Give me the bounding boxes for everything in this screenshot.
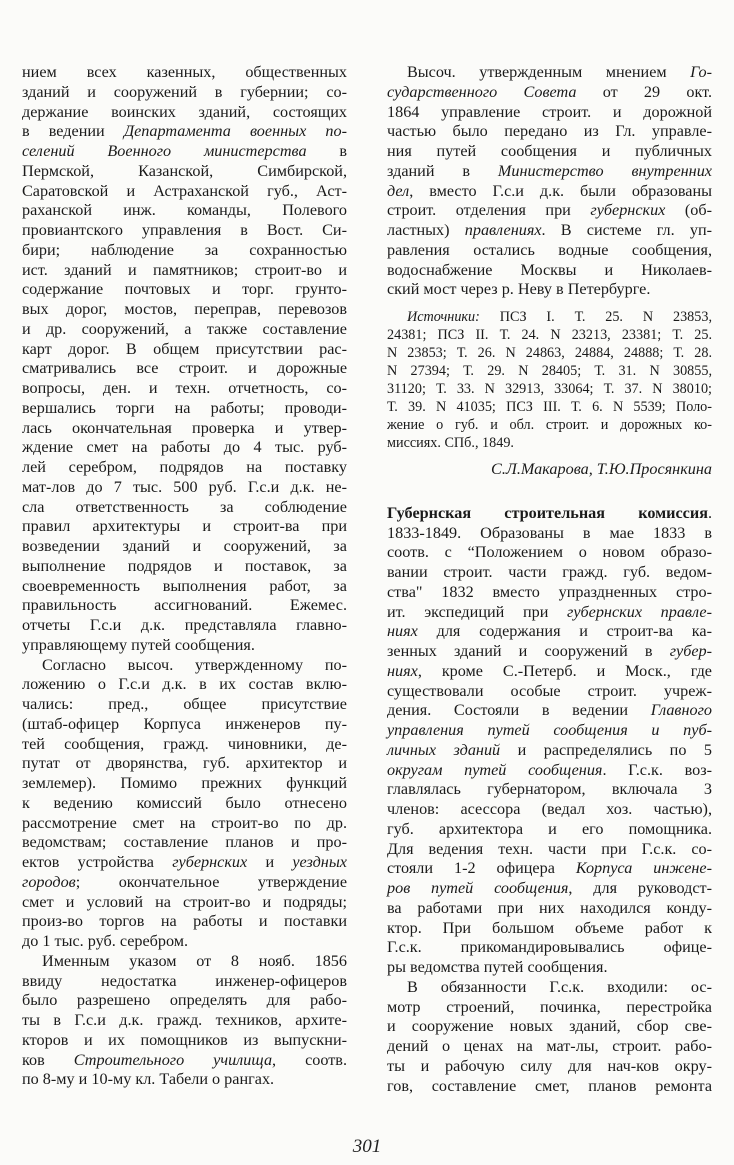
text-run: губернских: [172, 853, 248, 871]
text-run: кторов и их помощников из выпускни-: [22, 1030, 347, 1049]
text-line: [22, 557, 347, 577]
text-run: Высоч. утвержденным мнением: [407, 63, 691, 81]
text-line: [387, 241, 712, 261]
text-line: [387, 622, 712, 642]
text-run: уездных: [292, 853, 347, 871]
text-run: членов: асессора (ведал хоз. частью),: [387, 800, 712, 818]
text-run: частью было передано из Гл. управле-: [387, 122, 712, 141]
text-run: карт дорог. В общем присутствии рас-: [22, 339, 347, 358]
text-line: [22, 1051, 347, 1071]
text-run: губ. архитектора и его помощника.: [387, 819, 712, 838]
text-run: ластных): [387, 221, 465, 239]
text-run: ждение смет на работы до 4 тыс. руб-: [22, 438, 347, 457]
text-run: до 1 тыс. руб. серебром.: [22, 932, 189, 950]
text-line: [22, 359, 347, 379]
text-run: Строительного училища: [73, 1050, 273, 1069]
text-line: [387, 721, 712, 741]
text-run: ры ведомства путей сообщения.: [387, 958, 608, 976]
text-run: 31120; Т. 33. N 32913, 33064; Т. 37. N 38010;: [387, 381, 712, 397]
authors-signature: С.Л.Макарова, Т.Ю.Просянкина: [491, 460, 712, 478]
text-line: [22, 794, 347, 814]
text-run: Для ведения техн. части при Г.с.к. со-: [387, 839, 712, 858]
text-run: дений о ценах на мат-лы, строит. рабо-: [387, 1037, 712, 1055]
text-line: [22, 991, 347, 1011]
text-line: [387, 380, 712, 398]
text-run: Го-: [690, 63, 712, 81]
text-run: Корпуса инжене-: [575, 859, 712, 878]
text-run: . В системе гл. уп-: [541, 221, 712, 239]
text-line: [22, 577, 347, 597]
text-run: правлениях: [464, 221, 542, 239]
text-run: в: [306, 142, 347, 160]
text-line: [387, 504, 712, 524]
text-run: .: [707, 503, 712, 522]
text-run: сматривались все строит. и дорожные: [22, 359, 347, 378]
text-run: личных зданий: [387, 740, 501, 759]
text-line: [387, 344, 712, 362]
text-run: путат от дворянства, губ. архитектор и: [22, 754, 347, 773]
paragraph: [387, 63, 712, 300]
text-run: и др. сооружений, а также составление: [22, 319, 347, 338]
text-line: [22, 636, 347, 656]
text-line: [387, 83, 712, 103]
text-run: сла ответственность за соблюдение: [22, 497, 347, 516]
text-run: миссиях. СПб., 1849.: [387, 435, 514, 451]
text-run: ит. экспедиций при: [387, 602, 568, 621]
text-run: мат-лов до 7 тыс. 500 руб. Г.с.и д.к. не-: [22, 477, 347, 496]
text-run: . Г.с.к. воз-: [602, 760, 712, 779]
text-run: Главного: [650, 701, 712, 720]
text-run: ты и рабочую силу для нач-ков окру-: [387, 1056, 712, 1075]
text-line: [22, 616, 347, 636]
text-line: [387, 938, 712, 958]
text-line: [387, 1077, 712, 1097]
text-run: сударственного Совета: [387, 82, 577, 101]
text-run: , соотв.: [272, 1050, 347, 1069]
text-line: [387, 543, 712, 563]
text-run: соотв. с “Положением о новом образо-: [387, 543, 712, 562]
text-line: [387, 63, 712, 83]
text-line: [22, 814, 347, 834]
text-run: ниях: [387, 622, 418, 641]
text-run: 1864 управление строит. и дорожной: [387, 102, 712, 121]
text-line: [22, 142, 347, 162]
text-line: [387, 524, 712, 544]
text-line: [387, 280, 712, 300]
text-run: 24381; ПСЗ II. Т. 24. N 23213, 23381; Т. 25.: [387, 327, 712, 343]
text-line: [387, 308, 712, 326]
text-line: [22, 833, 347, 853]
text-line: [22, 675, 347, 695]
text-line: [22, 596, 347, 616]
text-line: [387, 261, 712, 281]
text-line: [22, 537, 347, 557]
text-run: , вместо Г.с.и д.к. были образованы: [409, 181, 712, 200]
text-run: ктор. При большом объеме работ к: [387, 918, 712, 937]
text-line: [22, 517, 347, 537]
text-run: ский мост через р. Неву в Петербурге.: [387, 280, 651, 299]
text-run: было разрешено определять для рабо-: [22, 991, 347, 1010]
text-run: (об-: [665, 201, 712, 220]
text-run: (штаб-офицер Корпуса инженеров пу-: [22, 714, 347, 733]
text-line: [22, 873, 347, 893]
text-line: [387, 899, 712, 919]
text-line: [387, 434, 712, 452]
text-line: [22, 715, 347, 735]
text-run: чались: пред., общее присутствие: [22, 695, 347, 713]
text-run: вании строит. части гражд. губ. ведом-: [387, 563, 712, 581]
text-line: [22, 972, 347, 992]
text-line: [22, 952, 347, 972]
text-run: для содержания и строит-ва ка-: [417, 622, 712, 641]
text-run: тей сообщения, гражд. чиновники, де-: [22, 734, 347, 753]
text-run: губернских правле-: [567, 602, 712, 621]
text-line: [22, 221, 347, 241]
text-run: и распределялись по 5: [500, 740, 712, 759]
text-run: жение о губ. и обл. строит. и дорожных ко-: [387, 417, 712, 433]
text-run: ва работами при них находился конду-: [387, 898, 712, 917]
text-run: дения. Состояли в ведении: [387, 701, 651, 720]
text-line: [387, 103, 712, 123]
text-line: [387, 741, 712, 761]
text-line: [387, 1037, 712, 1057]
text-line: [387, 182, 712, 202]
left-column: [22, 63, 347, 1090]
text-run: стояли 1-2 офицера: [387, 859, 576, 878]
text-run: ввиду недостатка инженер-офицеров: [22, 971, 347, 990]
text-line: [22, 695, 347, 715]
text-run: Пермской, Казанской, Симбирской,: [22, 161, 347, 180]
text-run: округам путей сообщения: [387, 760, 603, 779]
text-line: [22, 754, 347, 774]
text-run: держание воинских зданий, состоящих: [22, 102, 347, 121]
text-run: Департамента военных по-: [123, 122, 347, 141]
text-run: В обязанности Г.с.к. входили: ос-: [407, 977, 712, 996]
sources-block: [387, 308, 712, 452]
text-line: [22, 201, 347, 221]
text-run: ист. зданий и памятников; строит-во и: [22, 260, 347, 279]
text-run: Министерство внутренних: [497, 161, 712, 180]
text-line: [387, 398, 712, 416]
text-line: [387, 162, 712, 182]
text-line: [22, 419, 347, 439]
paragraph: [22, 952, 347, 1090]
text-run: селений Военного министерства: [22, 142, 307, 160]
text-run: Именным указом от 8 нояб. 1856: [42, 951, 347, 970]
text-run: рассмотрение смет на строит-во по др.: [22, 813, 347, 832]
text-run: Губернская строительная комиссия: [387, 503, 708, 522]
text-line: [22, 162, 347, 182]
text-line: [22, 1031, 347, 1051]
text-run: Источники:: [407, 309, 480, 325]
text-line: [387, 221, 712, 241]
text-run: смет и условий на строит-во и подряды;: [22, 892, 347, 911]
text-run: Саратовской и Астраханской губ., Аст-: [22, 181, 347, 200]
text-run: губер-: [669, 642, 712, 660]
text-run: вопросы, ден. и техн. отчетность, со-: [22, 379, 347, 397]
text-run: отчеты Г.с.и д.к. представляла главно-: [22, 616, 347, 634]
text-line: [22, 912, 347, 932]
text-run: и: [247, 853, 293, 871]
text-run: лей серебром, подрядов на поставку: [22, 458, 347, 476]
text-run: N 23853; Т. 26. N 24863, 24884, 24888; Т. 28.: [387, 345, 712, 361]
text-run: ства" 1832 вместо упраздненных стро-: [387, 582, 712, 601]
text-run: ; окончательное утверждение: [75, 872, 347, 891]
paragraph: [22, 656, 347, 952]
text-line: [387, 583, 712, 603]
text-run: ектов устройства: [22, 853, 173, 871]
text-run: строит. отделения при: [387, 201, 591, 220]
text-run: в ведении: [22, 122, 124, 141]
text-line: [387, 416, 712, 434]
text-run: лась окончательная проверка и утвер-: [22, 418, 347, 437]
text-line: [22, 853, 347, 873]
text-run: Согласно высоч. утвержденному по-: [42, 655, 347, 674]
text-run: нием всех казенных, общественных: [22, 63, 347, 81]
text-line: [22, 1011, 347, 1031]
text-line: [22, 932, 347, 952]
text-run: ков: [22, 1050, 74, 1069]
text-line: [387, 362, 712, 380]
text-line: [22, 103, 347, 123]
text-run: ниях: [387, 661, 418, 680]
text-run: ложению о Г.с.и д.к. в их состав вклю-: [22, 675, 347, 694]
text-line: [387, 563, 712, 583]
text-line: [22, 340, 347, 360]
text-run: вершались торги на работы; проводи-: [22, 398, 347, 417]
text-line: [22, 656, 347, 676]
text-run: зенных зданий и сооружений в: [387, 642, 670, 660]
text-run: , кроме С.-Петерб. и Моск., где: [417, 661, 712, 680]
text-run: и сооружение новых зданий, сбор све-: [387, 1017, 712, 1036]
text-line: [22, 438, 347, 458]
text-line: [387, 998, 712, 1018]
text-line: [387, 1017, 712, 1037]
text-line: [387, 800, 712, 820]
text-run: от 29 окт.: [576, 82, 712, 101]
text-run: управляющему путей сообщения.: [22, 635, 255, 654]
text-run: вых дорог, мостов, переправ, перевозов: [22, 300, 347, 318]
text-line: [22, 399, 347, 419]
text-line: [387, 662, 712, 682]
text-run: зданий в: [387, 161, 498, 180]
text-run: водоснабжение Москвы и Николаев-: [387, 260, 712, 279]
text-line: [22, 241, 347, 261]
text-run: произ-во торгов на работы и поставки: [22, 912, 347, 931]
text-run: городов: [22, 872, 76, 891]
text-run: 1833-1849. Образованы в мае 1833 в: [387, 523, 712, 542]
text-run: , для руководст-: [568, 879, 712, 897]
text-line: [387, 122, 712, 142]
text-run: зданий и сооружений в губернии; со-: [22, 82, 347, 101]
text-line: [387, 820, 712, 840]
text-line: [22, 1070, 347, 1090]
text-line: [22, 122, 347, 142]
text-run: к ведению комиссий было отнесено: [22, 793, 347, 812]
text-line: [22, 63, 347, 83]
text-line: [22, 182, 347, 202]
text-run: землемер). Помимо прежних функций: [22, 774, 347, 792]
text-run: дел: [387, 181, 410, 200]
text-line: [387, 840, 712, 860]
text-line: [22, 774, 347, 794]
text-line: [22, 300, 347, 320]
text-line: [22, 735, 347, 755]
text-run: Т. 39. N 41035; ПСЗ III. Т. 6. N 5539; Поло-: [387, 399, 712, 415]
text-line: [387, 701, 712, 721]
text-run: ров путей сообщения: [387, 879, 569, 897]
text-run: мотр строений, починка, перестройка: [387, 997, 712, 1016]
text-run: правил архитектуры и строит-ва при: [22, 517, 347, 536]
text-line: [387, 761, 712, 781]
text-run: управления путей сообщения и пуб-: [387, 721, 712, 739]
text-run: выполнение подрядов и поставок, за: [22, 556, 347, 575]
text-line: [387, 142, 712, 162]
text-run: ния путей сообщения и публичных: [387, 142, 712, 160]
text-run: возведении зданий и сооружений, за: [22, 537, 347, 555]
text-line: [387, 201, 712, 221]
text-line: [22, 458, 347, 478]
text-run: N 27394; Т. 29. N 28405; Т. 31. N 30855,: [387, 363, 712, 379]
text-line: [387, 978, 712, 998]
text-line: [387, 859, 712, 879]
text-run: своевременность выполнения работ, за: [22, 576, 347, 595]
paragraph: [387, 978, 712, 1097]
text-run: Г.с.к. прикомандировывались офице-: [387, 938, 712, 957]
text-run: ты в Г.с.и д.к. гражд. техников, архите-: [22, 1011, 347, 1029]
text-line: [387, 682, 712, 702]
text-line: [387, 1057, 712, 1077]
page-number: 301: [352, 1136, 382, 1157]
text-line: [387, 642, 712, 662]
text-line: [22, 320, 347, 340]
text-line: [22, 280, 347, 300]
text-run: по 8-му и 10-му кл. Табели о рангах.: [22, 1070, 275, 1089]
text-line: [387, 326, 712, 344]
text-run: губернских: [590, 201, 666, 220]
text-line: [22, 379, 347, 399]
text-line: [22, 478, 347, 498]
text-run: правильность ассигнований. Ежемес.: [22, 596, 347, 615]
text-run: ведомствам; составление планов и про-: [22, 833, 347, 852]
text-run: равления остались водные сообщения,: [387, 240, 712, 259]
text-line: [387, 603, 712, 623]
text-run: бири; наблюдение за сохранностью: [22, 240, 347, 259]
text-run: существовали особые строит. учреж-: [387, 681, 712, 700]
paragraph: [22, 63, 347, 656]
text-line: [387, 958, 712, 978]
text-run: главлялась губернатором, включала 3: [387, 780, 712, 799]
text-run: ПСЗ I. Т. 25. N 23853,: [479, 309, 712, 325]
text-line: [22, 261, 347, 281]
text-line: [387, 879, 712, 899]
text-line: [387, 919, 712, 939]
text-line: [22, 498, 347, 518]
text-run: гов, составление смет, планов ремонта: [387, 1076, 712, 1095]
text-line: [22, 893, 347, 913]
text-run: содержание почтовых и торг. грунто-: [22, 280, 347, 299]
text-line: [387, 780, 712, 800]
text-run: раханской инж. команды, Полевого: [22, 201, 347, 220]
right-column: [387, 63, 712, 1096]
text-run: провиантского управления в Вост. Си-: [22, 221, 347, 239]
text-line: [22, 83, 347, 103]
entry-gubernskaya-komissiya: [387, 504, 712, 978]
